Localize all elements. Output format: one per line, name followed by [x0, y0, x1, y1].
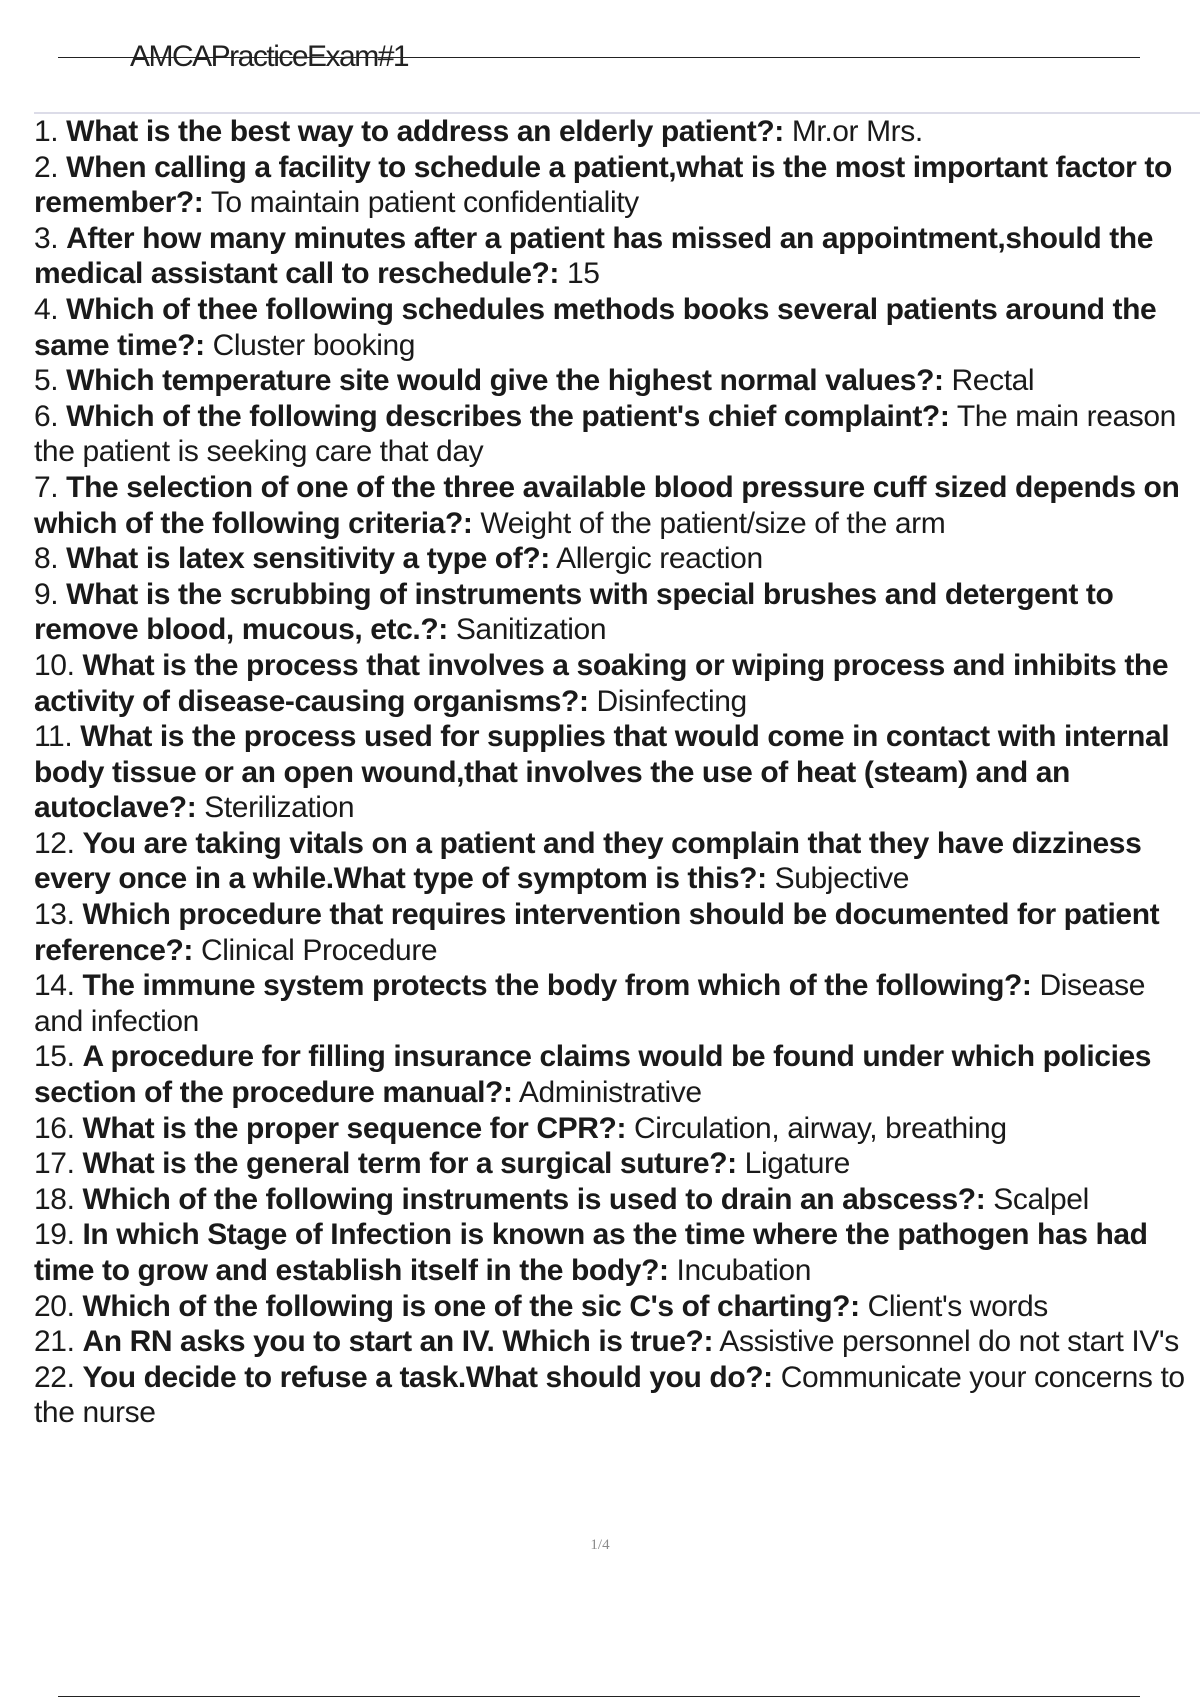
- answer-text: The main reason the patient is seeking care that day: [34, 399, 1176, 469]
- question-item: [34, 1146, 1194, 1182]
- question-item: [34, 541, 1194, 577]
- question-item: [34, 826, 1194, 897]
- question-text: The immune system protects the body from which of the following?:: [82, 969, 1032, 1003]
- answer-text: Rectal: [951, 364, 1035, 398]
- answer-text: Cluster booking: [212, 328, 416, 362]
- question-number: 22.: [34, 1360, 75, 1394]
- question-list: [34, 114, 1194, 1431]
- question-text: When calling a facility to schedule a patient,what is the most important factor to remember?:: [34, 150, 1172, 220]
- answer-text: Sanitization: [455, 613, 607, 647]
- question-number: 21.: [34, 1325, 75, 1359]
- question-number: 3.: [34, 221, 59, 255]
- question-item: [34, 1360, 1194, 1431]
- answer-text: Disease and infection: [34, 969, 1146, 1038]
- question-text: What is the best way to address an elderly patient?:: [66, 115, 784, 148]
- question-text: Which of the following describes the patient's chief complaint?:: [66, 399, 950, 433]
- question-item: [34, 1217, 1194, 1288]
- question-item: [34, 968, 1194, 1039]
- question-item: [34, 648, 1194, 719]
- question-text: After how many minutes after a patient has missed an appointment,should the medical assistant call to reschedule?:: [34, 221, 1154, 291]
- question-number: 14.: [34, 969, 75, 1003]
- document-title: AMCAPracticeExam#1: [130, 40, 409, 73]
- question-number: 18.: [34, 1182, 75, 1216]
- answer-text: Mr.or Mrs.: [791, 115, 923, 148]
- footer-rule: [58, 1696, 1140, 1697]
- question-number: 19.: [34, 1218, 75, 1252]
- page-header: [58, 38, 1140, 78]
- answer-text: Communicate your concerns to the nurse: [34, 1360, 1185, 1430]
- question-item: [34, 292, 1194, 363]
- question-number: 4.: [34, 292, 59, 326]
- question-text: Which of thee following schedules methods books several patients around the same time?:: [34, 292, 1157, 362]
- answer-text: To maintain patient confidentiality: [210, 186, 639, 220]
- question-item: [34, 150, 1194, 221]
- question-number: 11.: [34, 720, 73, 754]
- question-number: 17.: [34, 1147, 75, 1181]
- question-number: 12.: [34, 826, 75, 860]
- question-number: 1.: [34, 115, 59, 148]
- answer-text: 15: [566, 257, 600, 291]
- question-text: The selection of one of the three available blood pressure cuff sized depends on which of the following criteria?:: [34, 470, 1180, 540]
- question-number: 8.: [34, 542, 59, 576]
- question-number: 7.: [34, 470, 59, 504]
- question-number: 16.: [34, 1111, 75, 1145]
- answer-text: Administrative: [518, 1076, 702, 1110]
- question-text: You are taking vitals on a patient and they complain that they have dizziness every once in a while.What type of symptom is this?:: [34, 826, 1142, 896]
- question-text: In which Stage of Infection is known as the time where the pathogen has had time to grow and establish itself in the body?:: [34, 1218, 1148, 1287]
- question-text: Which of the following is one of the sic C's of charting?:: [82, 1289, 860, 1323]
- question-item: [34, 470, 1194, 541]
- question-text: What is the general term for a surgical suture?:: [82, 1147, 737, 1181]
- answer-text: Client's words: [867, 1289, 1048, 1323]
- question-text: Which procedure that requires intervention should be documented for patient reference?:: [34, 898, 1160, 967]
- answer-text: Clinical Procedure: [200, 933, 438, 967]
- question-text: Which temperature site would give the highest normal values?:: [66, 364, 944, 398]
- question-text: You decide to refuse a task.What should you do?:: [82, 1360, 773, 1394]
- question-number: 9.: [34, 577, 59, 611]
- question-text: What is the process used for supplies that would come in contact with internal body tissue or an open wound,that involves the use of heat (steam) and an autoclave?:: [34, 720, 1170, 825]
- question-item: [34, 577, 1194, 648]
- answer-text: Subjective: [774, 862, 910, 896]
- page-number: 1/4: [590, 1537, 610, 1553]
- question-number: 15.: [34, 1040, 75, 1074]
- question-item: [34, 1289, 1194, 1325]
- answer-text: Circulation, airway, breathing: [634, 1111, 1007, 1145]
- question-text: Which of the following instruments is used to drain an abscess?:: [82, 1182, 986, 1216]
- question-text: An RN asks you to start an IV. Which is true?:: [82, 1325, 714, 1359]
- answer-text: Scalpel: [993, 1182, 1089, 1216]
- answer-text: Weight of the patient/size of the arm: [480, 506, 946, 540]
- question-item: [34, 114, 1194, 150]
- question-item: [34, 1039, 1194, 1110]
- question-item: [34, 1111, 1194, 1147]
- answer-text: Disinfecting: [596, 684, 747, 718]
- question-item: [34, 719, 1194, 826]
- question-number: 5.: [34, 364, 59, 398]
- question-text: What is the process that involves a soaking or wiping process and inhibits the activity of disease-causing organisms?:: [34, 648, 1169, 718]
- question-item: [34, 363, 1194, 399]
- question-text: What is the scrubbing of instruments with special brushes and detergent to remove blood, mucous, etc.?:: [34, 577, 1114, 647]
- question-text: What is the proper sequence for CPR?:: [82, 1111, 627, 1145]
- answer-text: Incubation: [676, 1254, 811, 1287]
- question-number: 10.: [34, 648, 75, 682]
- question-number: 13.: [34, 898, 75, 932]
- answer-text: Assistive personnel do not start IV's: [719, 1325, 1179, 1359]
- question-number: 2.: [34, 150, 59, 184]
- question-number: 6.: [34, 399, 59, 433]
- answer-text: Sterilization: [204, 791, 355, 825]
- question-text: A procedure for filling insurance claims would be found under which policies section of the procedure manual?:: [34, 1040, 1152, 1110]
- question-item: [34, 399, 1194, 470]
- question-text: What is latex sensitivity a type of?:: [66, 542, 550, 576]
- question-item: [34, 1182, 1194, 1218]
- question-number: 20.: [34, 1289, 75, 1323]
- answer-text: Ligature: [744, 1147, 850, 1181]
- question-item: [34, 221, 1194, 292]
- question-item: [34, 897, 1194, 968]
- question-item: [34, 1324, 1194, 1360]
- answer-text: Allergic reaction: [556, 542, 763, 576]
